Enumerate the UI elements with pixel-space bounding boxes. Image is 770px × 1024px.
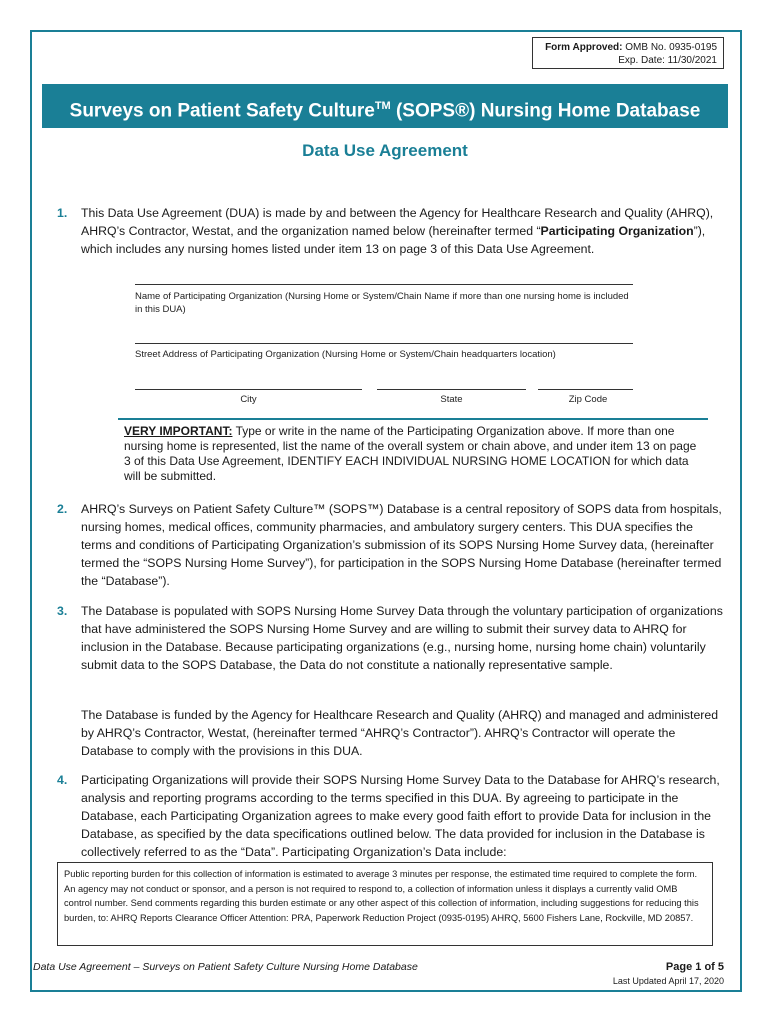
org-name-field[interactable] [135, 284, 633, 285]
important-note [118, 418, 708, 484]
item-3-text: The Database is populated with SOPS Nursing Home Survey Data through the voluntary participation of organizations that have administered the SOPS Nursing Home Survey and are willing to submit their survey data to AHRQ for inclusion in the Database. Because participating organizations (e.g., nursing home, nursing home chain) voluntarily submit data to the SOPS Database, the Data do not constitute a nationally representative sample. [81, 604, 723, 672]
omb-box [532, 37, 724, 69]
zip-label: Zip Code [568, 394, 608, 405]
zip-field[interactable] [538, 389, 633, 390]
org-name-label: Name of Participating Organization (Nursing Home or System/Chain Name if more than one nursing home is included in this DUA) [135, 291, 629, 315]
item-number: 3. [57, 604, 68, 618]
title-part2: (SOPS®) Nursing Home Database [390, 100, 701, 122]
item-number: 2. [57, 502, 68, 516]
omb-number: OMB No. 0935-0195 [625, 42, 717, 53]
item-3 [57, 602, 727, 674]
item-number: 1. [57, 206, 68, 220]
important-heading: VERY IMPORTANT: [124, 424, 233, 438]
item-3-paragraph-2: The Database is funded by the Agency for Healthcare Research and Quality (AHRQ) and managed and administered by AHRQ’s Contractor, Westat, (hereinafter termed “AHRQ’s Contractor”). AHRQ’s Contractor will operate the Database to comply with the provisions in this DUA. [81, 708, 719, 758]
last-updated: Last Updated April 17, 2020 [612, 976, 724, 986]
form-approved-label: Form Approved: [545, 42, 623, 53]
state-label: State [440, 394, 463, 405]
item-1-bold: Participating Organization [540, 224, 694, 238]
title-banner [42, 84, 728, 128]
exp-date: Exp. Date: 11/30/2021 [618, 55, 717, 66]
state-field[interactable] [377, 389, 526, 390]
item-2 [57, 500, 727, 590]
item-1-text-b: ”), which includes any nursing homes listed under item 13 on page 3 of this Data Use Agreement. [81, 224, 706, 256]
title-tm: TM [374, 100, 391, 112]
street-address-field[interactable] [135, 343, 633, 344]
street-address-label: Street Address of Participating Organization (Nursing Home or System/Chain headquarters location) [135, 349, 556, 360]
item-2-text: AHRQ’s Surveys on Patient Safety Culture™ (SOPS™) Database is a central repository of SOPS data from hospitals, nursing homes, medical offices, community pharmacies, and ambulatory surgery centers. This DUA specifies the terms and conditions of Participating Organization’s submission of its SOPS Nursing Home Survey data, (hereinafter termed the “SOPS Nursing Home Survey”), for participation in the SOPS Nursing Home Database (hereinafter termed the “Database”). [81, 502, 722, 588]
item-1-text-a: This Data Use Agreement (DUA) is made by and between the Agency for Healthcare Research and Quality (AHRQ), AHRQ’s Contractor, Westat, and the organization named below (hereinafter termed “ [81, 206, 714, 238]
important-text: Type or write in the name of the Participating Organization above. If more than one nursing home is represented, list the name of the overall system or chain above, and under item 13 on page 3 of this Data Use Agreement, IDENTIFY EACH INDIVIDUAL NURSING HOME LOCATION for which data will be submitted. [124, 424, 697, 483]
item-number: 4. [57, 773, 68, 787]
title-part1: Surveys on Patient Safety Culture [69, 100, 375, 122]
item-4 [57, 771, 727, 861]
item-1 [57, 204, 727, 258]
page-title: Data Use Agreement [302, 141, 468, 160]
city-field[interactable] [135, 389, 362, 390]
footer-title: Data Use Agreement – Surveys on Patient Safety Culture Nursing Home Database [33, 961, 418, 973]
city-label: City [240, 394, 257, 405]
page-number: Page 1 of 5 [665, 961, 724, 973]
burden-statement: Public reporting burden for this collection of information is estimated to average 3 minutes per response, the estimated time required to complete the form. An agency may not conduct or sponsor, and a person is not required to respond to, a collection of information unless it displays a currently valid OMB control number. Send comments regarding this burden estimate or any other aspect of this collection of information, including suggestions for reducing this burden, to: AHRQ Reports Clearance Officer Attention: PRA, Paperwork Reduction Project (0935-0195) AHRQ, 5600 Fishers Lane, Rockville, MD 20857. [57, 862, 713, 946]
item-4-text: Participating Organizations will provide their SOPS Nursing Home Survey Data to the Database for AHRQ’s research, analysis and reporting programs according to the terms specified in this DUA. By agreeing to participate in the Database, each Participating Organization agrees to make every good faith effort to provide Data for inclusion in the Database, as specified by the data specifications outlined below. The data provided for inclusion in the Database is collectively referred to as the “Data”. Participating Organization’s Data include: [81, 773, 720, 859]
